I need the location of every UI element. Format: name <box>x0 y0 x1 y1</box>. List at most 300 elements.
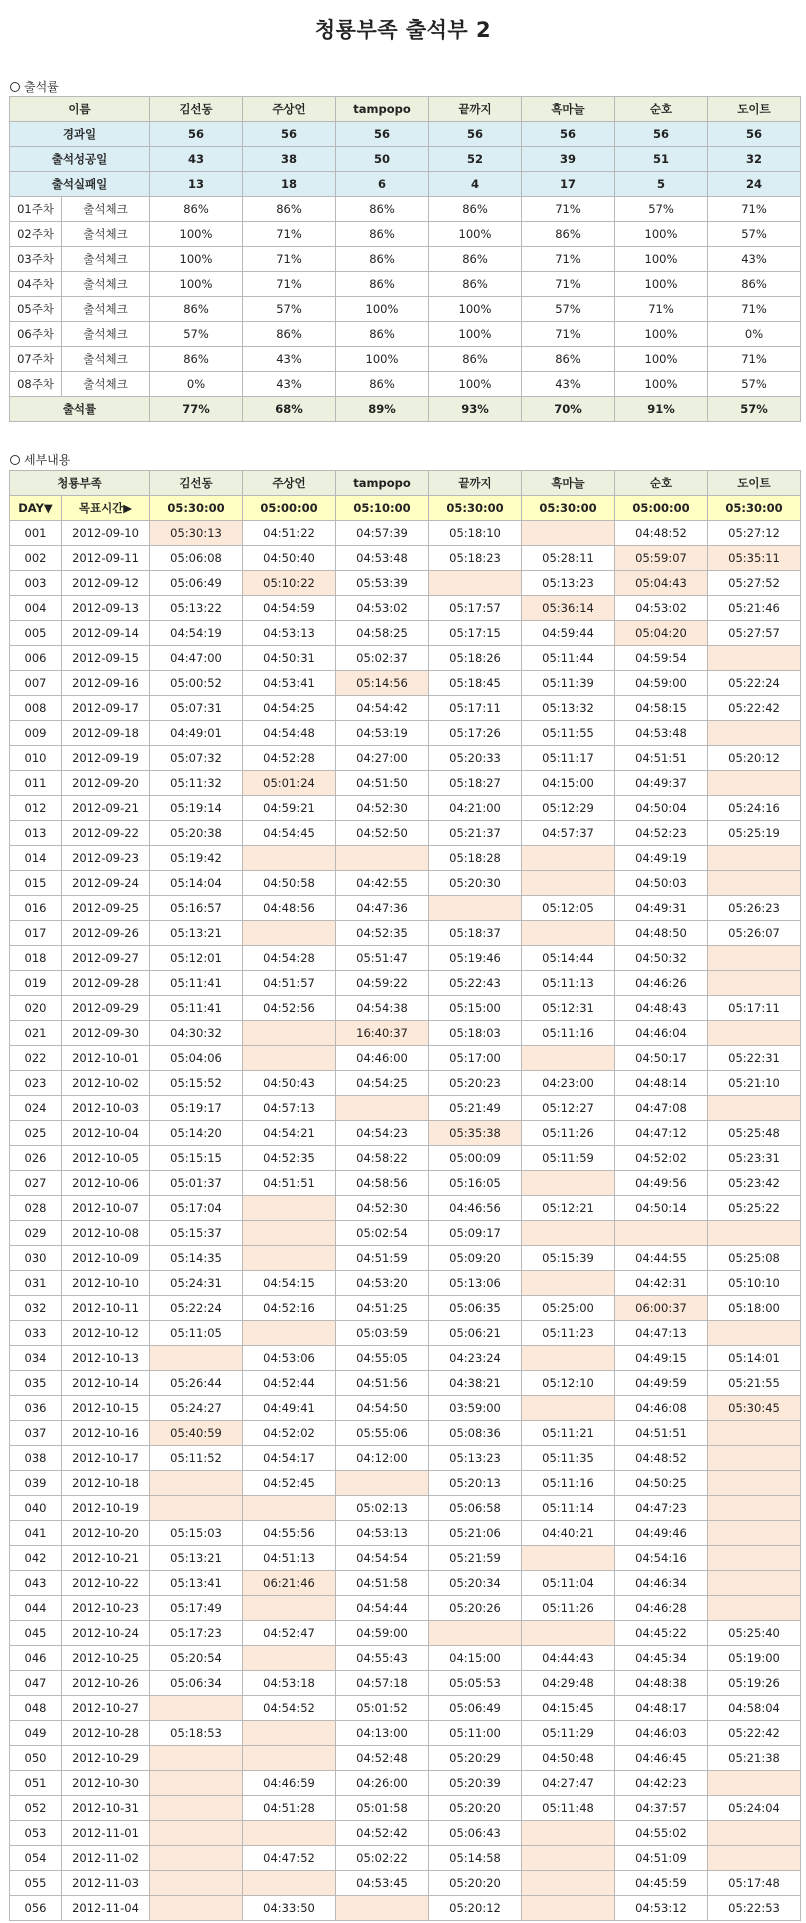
check-in-time: 05:13:06 <box>429 1271 522 1296</box>
stat-label: 출석실패일 <box>10 172 150 197</box>
check-in-time: 04:45:22 <box>615 1621 708 1646</box>
check-in-time: 04:49:37 <box>615 771 708 796</box>
check-in-time: 05:08:36 <box>429 1421 522 1446</box>
check-in-time: 05:11:23 <box>522 1321 615 1346</box>
summary-header-row <box>10 97 801 122</box>
check-in-time: 04:45:34 <box>615 1646 708 1671</box>
week-rate: 86% <box>150 197 243 222</box>
check-in-time: 04:51:50 <box>336 771 429 796</box>
detail-row <box>10 1046 801 1071</box>
day-number: 055 <box>10 1871 62 1896</box>
detail-row <box>10 746 801 771</box>
check-in-time: 05:11:21 <box>522 1421 615 1446</box>
detail-row <box>10 1171 801 1196</box>
date: 2012-10-15 <box>62 1396 150 1421</box>
check-in-time-missed <box>243 1646 336 1671</box>
check-in-time-missed <box>522 521 615 546</box>
check-in-time-missed <box>150 1471 243 1496</box>
check-in-time: 05:11:16 <box>522 1021 615 1046</box>
check-in-time: 05:11:59 <box>522 1146 615 1171</box>
date: 2012-09-23 <box>62 846 150 871</box>
date: 2012-09-16 <box>62 671 150 696</box>
check-in-time: 04:53:06 <box>243 1346 336 1371</box>
check-in-time: 05:17:57 <box>429 596 522 621</box>
check-in-time-missed <box>150 1846 243 1871</box>
check-in-time: 04:59:00 <box>336 1621 429 1646</box>
check-in-time: 05:17:26 <box>429 721 522 746</box>
check-in-time-missed <box>708 771 801 796</box>
check-in-time: 04:48:52 <box>615 521 708 546</box>
day-number: 008 <box>10 696 62 721</box>
day-number: 014 <box>10 846 62 871</box>
date: 2012-09-18 <box>62 721 150 746</box>
week-check-label: 출석체크 <box>62 272 150 297</box>
check-in-time-missed <box>708 1846 801 1871</box>
check-in-time: 04:23:24 <box>429 1346 522 1371</box>
check-in-time: 05:25:19 <box>708 821 801 846</box>
check-in-time: 04:37:57 <box>615 1796 708 1821</box>
check-in-time-missed <box>150 1771 243 1796</box>
check-in-time-missed <box>429 896 522 921</box>
check-in-time: 05:18:23 <box>429 546 522 571</box>
check-in-time: 04:15:00 <box>429 1646 522 1671</box>
day-number: 037 <box>10 1421 62 1446</box>
week-rate: 57% <box>615 197 708 222</box>
detail-row <box>10 1021 801 1046</box>
member-name-header: 김선동 <box>150 97 243 122</box>
week-check-label: 출석체크 <box>62 197 150 222</box>
check-in-time-missed <box>243 846 336 871</box>
check-in-time: 04:52:44 <box>243 1371 336 1396</box>
detail-row <box>10 1671 801 1696</box>
check-in-time: 05:55:06 <box>336 1421 429 1446</box>
check-in-time-missed <box>150 1696 243 1721</box>
check-in-time: 04:59:00 <box>615 671 708 696</box>
check-in-time: 05:25:00 <box>522 1296 615 1321</box>
check-in-time: 05:13:23 <box>429 1446 522 1471</box>
date: 2012-10-07 <box>62 1196 150 1221</box>
check-in-time-missed <box>708 1321 801 1346</box>
stat-value: 6 <box>336 172 429 197</box>
check-in-time: 04:29:48 <box>522 1671 615 1696</box>
week-rate: 86% <box>336 247 429 272</box>
date: 2012-09-26 <box>62 921 150 946</box>
check-in-time: 05:23:42 <box>708 1171 801 1196</box>
stat-value: 4 <box>429 172 522 197</box>
check-in-time: 05:22:42 <box>708 1721 801 1746</box>
check-in-time-missed <box>150 1796 243 1821</box>
check-in-time: 04:21:00 <box>429 796 522 821</box>
week-rate: 71% <box>522 247 615 272</box>
detail-header-row <box>10 471 801 496</box>
week-rate: 100% <box>615 372 708 397</box>
date: 2012-10-14 <box>62 1371 150 1396</box>
check-in-time: 05:11:17 <box>522 746 615 771</box>
attendance-rate: 70% <box>522 397 615 422</box>
check-in-time-missed <box>522 1046 615 1071</box>
day-number: 045 <box>10 1621 62 1646</box>
check-in-time: 05:22:31 <box>708 1046 801 1071</box>
check-in-time: 04:52:28 <box>243 746 336 771</box>
check-in-time: 04:44:55 <box>615 1246 708 1271</box>
check-in-time: 04:52:48 <box>336 1746 429 1771</box>
check-in-time: 04:46:03 <box>615 1721 708 1746</box>
check-in-time: 05:19:26 <box>708 1671 801 1696</box>
check-in-time: 04:30:32 <box>150 1021 243 1046</box>
detail-row <box>10 1621 801 1646</box>
detail-row <box>10 646 801 671</box>
check-in-time: 05:16:05 <box>429 1171 522 1196</box>
date: 2012-10-22 <box>62 1571 150 1596</box>
check-in-time: 04:52:35 <box>243 1146 336 1171</box>
section-details-label: 세부내용 <box>24 453 71 467</box>
day-number: 034 <box>10 1346 62 1371</box>
check-in-time: 04:50:48 <box>522 1746 615 1771</box>
day-number: 040 <box>10 1496 62 1521</box>
week-rate: 86% <box>243 197 336 222</box>
check-in-time: 04:48:52 <box>615 1446 708 1471</box>
day-number: 005 <box>10 621 62 646</box>
check-in-time: 04:42:23 <box>615 1771 708 1796</box>
detail-row <box>10 1096 801 1121</box>
check-in-time: 04:51:22 <box>243 521 336 546</box>
stat-value: 56 <box>336 122 429 147</box>
week-rate: 71% <box>522 272 615 297</box>
stat-value: 52 <box>429 147 522 172</box>
check-in-time: 04:50:17 <box>615 1046 708 1071</box>
check-in-time: 04:48:56 <box>243 896 336 921</box>
day-number: 007 <box>10 671 62 696</box>
check-in-time: 05:06:34 <box>150 1671 243 1696</box>
check-in-time: 05:24:16 <box>708 796 801 821</box>
day-number: 053 <box>10 1821 62 1846</box>
date: 2012-09-30 <box>62 1021 150 1046</box>
day-number: 042 <box>10 1546 62 1571</box>
check-in-time: 05:06:49 <box>150 571 243 596</box>
check-in-time: 05:17:15 <box>429 621 522 646</box>
check-in-time: 04:49:46 <box>615 1521 708 1546</box>
check-in-time-missed <box>243 1746 336 1771</box>
check-in-time: 05:22:24 <box>708 671 801 696</box>
check-in-time-missed <box>243 1871 336 1896</box>
day-number: 029 <box>10 1221 62 1246</box>
detail-row <box>10 621 801 646</box>
stat-label: 경과일 <box>10 122 150 147</box>
week-rate: 100% <box>615 222 708 247</box>
week-check-label: 출석체크 <box>62 247 150 272</box>
week-rate: 71% <box>522 322 615 347</box>
week-rate: 100% <box>429 297 522 322</box>
check-in-time: 04:48:38 <box>615 1671 708 1696</box>
check-in-time: 05:11:05 <box>150 1321 243 1346</box>
check-in-time: 05:19:00 <box>708 1646 801 1671</box>
stat-value: 56 <box>150 122 243 147</box>
check-in-time: 04:47:13 <box>615 1321 708 1346</box>
week-rate: 86% <box>522 347 615 372</box>
check-in-time-missed <box>708 1521 801 1546</box>
stat-value: 56 <box>522 122 615 147</box>
check-in-time-missed <box>708 646 801 671</box>
check-in-time-missed: 05:59:07 <box>615 546 708 571</box>
date: 2012-09-27 <box>62 946 150 971</box>
detail-row <box>10 1571 801 1596</box>
detail-row <box>10 796 801 821</box>
day-number: 021 <box>10 1021 62 1046</box>
check-in-time: 04:50:31 <box>243 646 336 671</box>
check-in-time: 04:55:05 <box>336 1346 429 1371</box>
check-in-time: 05:11:35 <box>522 1446 615 1471</box>
check-in-time: 04:51:28 <box>243 1796 336 1821</box>
check-in-time: 05:09:17 <box>429 1221 522 1246</box>
check-in-time: 04:46:28 <box>615 1596 708 1621</box>
detail-row <box>10 1496 801 1521</box>
member-name-header: 김선동 <box>150 471 243 496</box>
check-in-time-missed: 06:21:46 <box>243 1571 336 1596</box>
detail-row <box>10 1446 801 1471</box>
check-in-time: 04:50:14 <box>615 1196 708 1221</box>
check-in-time-missed <box>243 1596 336 1621</box>
day-number: 046 <box>10 1646 62 1671</box>
check-in-time: 04:42:55 <box>336 871 429 896</box>
check-in-time: 04:53:20 <box>336 1271 429 1296</box>
check-in-time: 04:49:31 <box>615 896 708 921</box>
date: 2012-10-12 <box>62 1321 150 1346</box>
check-in-time: 04:53:02 <box>336 596 429 621</box>
check-in-time: 04:52:56 <box>243 996 336 1021</box>
check-in-time-missed <box>522 1271 615 1296</box>
member-name-header: tampopo <box>336 471 429 496</box>
check-in-time: 04:54:54 <box>336 1546 429 1571</box>
check-in-time: 05:21:46 <box>708 596 801 621</box>
check-in-time-missed <box>708 1496 801 1521</box>
check-in-time: 04:58:25 <box>336 621 429 646</box>
check-in-time: 05:17:48 <box>708 1871 801 1896</box>
check-in-time: 04:53:18 <box>243 1671 336 1696</box>
check-in-time: 04:53:13 <box>243 621 336 646</box>
detail-row <box>10 921 801 946</box>
day-number: 052 <box>10 1796 62 1821</box>
detail-row <box>10 1196 801 1221</box>
check-in-time: 04:50:04 <box>615 796 708 821</box>
stat-value: 56 <box>708 122 801 147</box>
check-in-time: 04:33:50 <box>243 1896 336 1921</box>
check-in-time: 05:19:17 <box>150 1096 243 1121</box>
check-in-time-missed <box>708 871 801 896</box>
check-in-time: 04:50:43 <box>243 1071 336 1096</box>
check-in-time: 04:55:56 <box>243 1521 336 1546</box>
target-time: 05:30:00 <box>429 496 522 521</box>
week-rate: 86% <box>336 272 429 297</box>
section-attendance-rate-label: 출석률 <box>24 80 59 94</box>
date: 2012-09-22 <box>62 821 150 846</box>
date: 2012-10-09 <box>62 1246 150 1271</box>
day-number: 006 <box>10 646 62 671</box>
stat-value: 38 <box>243 147 336 172</box>
check-in-time: 05:25:40 <box>708 1621 801 1646</box>
check-in-time-missed <box>522 1346 615 1371</box>
stat-value: 39 <box>522 147 615 172</box>
check-in-time-missed <box>708 1221 801 1246</box>
stat-value: 50 <box>336 147 429 172</box>
check-in-time-missed <box>522 846 615 871</box>
detail-row <box>10 1346 801 1371</box>
detail-row <box>10 1471 801 1496</box>
check-in-time: 05:13:22 <box>150 596 243 621</box>
check-in-time-missed <box>336 846 429 871</box>
date: 2012-10-13 <box>62 1346 150 1371</box>
week-row <box>10 247 801 272</box>
check-in-time-missed <box>522 1871 615 1896</box>
check-in-time-missed <box>150 1346 243 1371</box>
week-rate: 57% <box>708 222 801 247</box>
check-in-time: 04:47:23 <box>615 1496 708 1521</box>
week-check-label: 출석체크 <box>62 347 150 372</box>
check-in-time: 05:21:10 <box>708 1071 801 1096</box>
check-in-time: 04:54:25 <box>243 696 336 721</box>
day-number: 041 <box>10 1521 62 1546</box>
check-in-time: 04:49:56 <box>615 1171 708 1196</box>
week-rate: 0% <box>150 372 243 397</box>
rate-label: 출석률 <box>10 397 150 422</box>
member-name-header: 끝까지 <box>429 471 522 496</box>
check-in-time: 05:11:00 <box>429 1721 522 1746</box>
check-in-time: 04:52:23 <box>615 821 708 846</box>
check-in-time: 04:53:48 <box>615 721 708 746</box>
check-in-time: 05:20:38 <box>150 821 243 846</box>
check-in-time: 04:48:14 <box>615 1071 708 1096</box>
attendance-rate: 91% <box>615 397 708 422</box>
week-rate: 43% <box>243 347 336 372</box>
detail-row <box>10 1296 801 1321</box>
check-in-time: 04:52:02 <box>243 1421 336 1446</box>
detail-row <box>10 771 801 796</box>
week-rate: 100% <box>429 322 522 347</box>
date: 2012-10-28 <box>62 1721 150 1746</box>
check-in-time: 05:21:49 <box>429 1096 522 1121</box>
check-in-time: 04:53:48 <box>336 546 429 571</box>
week-rate: 86% <box>429 197 522 222</box>
check-in-time: 05:12:01 <box>150 946 243 971</box>
check-in-time: 05:22:53 <box>708 1896 801 1921</box>
check-in-time: 04:52:47 <box>243 1621 336 1646</box>
check-in-time: 05:27:12 <box>708 521 801 546</box>
check-in-time: 05:17:11 <box>429 696 522 721</box>
check-in-time: 05:18:10 <box>429 521 522 546</box>
tribe-header: 청룡부족 <box>10 471 150 496</box>
detail-row <box>10 1721 801 1746</box>
check-in-time: 04:55:43 <box>336 1646 429 1671</box>
check-in-time: 04:52:30 <box>336 1196 429 1221</box>
day-number: 023 <box>10 1071 62 1096</box>
detail-row <box>10 1796 801 1821</box>
detail-row <box>10 1746 801 1771</box>
check-in-time: 04:51:09 <box>615 1846 708 1871</box>
detail-row <box>10 521 801 546</box>
check-in-time-missed <box>522 871 615 896</box>
check-in-time: 04:27:47 <box>522 1771 615 1796</box>
week-rate: 86% <box>243 322 336 347</box>
check-in-time: 04:46:08 <box>615 1396 708 1421</box>
check-in-time: 05:04:06 <box>150 1046 243 1071</box>
week-rate: 86% <box>429 272 522 297</box>
check-in-time: 04:50:03 <box>615 871 708 896</box>
week-rate: 86% <box>522 222 615 247</box>
check-in-time: 04:58:56 <box>336 1171 429 1196</box>
check-in-time-missed <box>243 1196 336 1221</box>
detail-row <box>10 1896 801 1921</box>
section-details <box>10 451 70 468</box>
check-in-time: 05:13:32 <box>522 696 615 721</box>
check-in-time: 04:46:45 <box>615 1746 708 1771</box>
check-in-time: 04:47:08 <box>615 1096 708 1121</box>
detail-row <box>10 1146 801 1171</box>
check-in-time-missed: 05:04:43 <box>615 571 708 596</box>
day-number: 043 <box>10 1571 62 1596</box>
check-in-time: 04:57:37 <box>522 821 615 846</box>
check-in-time-missed <box>708 846 801 871</box>
week-check-label: 출석체크 <box>62 372 150 397</box>
week-rate: 57% <box>708 372 801 397</box>
week-rate: 86% <box>336 197 429 222</box>
check-in-time: 05:11:14 <box>522 1496 615 1521</box>
check-in-time: 04:51:51 <box>615 1421 708 1446</box>
check-in-time: 04:54:19 <box>150 621 243 646</box>
date: 2012-10-18 <box>62 1471 150 1496</box>
stat-value: 32 <box>708 147 801 172</box>
check-in-time: 05:19:14 <box>150 796 243 821</box>
stat-value: 5 <box>615 172 708 197</box>
check-in-time: 05:12:27 <box>522 1096 615 1121</box>
check-in-time-missed <box>708 1821 801 1846</box>
week-row <box>10 197 801 222</box>
check-in-time: 05:06:21 <box>429 1321 522 1346</box>
check-in-time-missed: 05:10:22 <box>243 571 336 596</box>
check-in-time: 04:13:00 <box>336 1721 429 1746</box>
check-in-time: 04:54:59 <box>243 596 336 621</box>
check-in-time: 04:54:50 <box>336 1396 429 1421</box>
check-in-time: 05:13:23 <box>522 571 615 596</box>
check-in-time: 05:18:26 <box>429 646 522 671</box>
week-label: 02주차 <box>10 222 62 247</box>
check-in-time: 04:48:43 <box>615 996 708 1021</box>
check-in-time-missed <box>708 721 801 746</box>
member-name-header: 흑마늘 <box>522 97 615 122</box>
check-in-time: 04:57:13 <box>243 1096 336 1121</box>
check-in-time-missed: 05:35:38 <box>429 1121 522 1146</box>
check-in-time: 05:26:07 <box>708 921 801 946</box>
check-in-time: 05:12:10 <box>522 1371 615 1396</box>
week-rate: 86% <box>429 347 522 372</box>
check-in-time: 05:13:41 <box>150 1571 243 1596</box>
detail-row <box>10 1821 801 1846</box>
stat-value: 17 <box>522 172 615 197</box>
check-in-time-missed <box>336 1096 429 1121</box>
check-in-time-missed <box>336 1896 429 1921</box>
check-in-time-missed <box>150 1821 243 1846</box>
week-row <box>10 297 801 322</box>
check-in-time: 04:54:21 <box>243 1121 336 1146</box>
day-number: 050 <box>10 1746 62 1771</box>
target-time-row <box>10 496 801 521</box>
week-row <box>10 322 801 347</box>
check-in-time: 05:20:34 <box>429 1571 522 1596</box>
check-in-time: 05:20:30 <box>429 871 522 896</box>
day-number: 013 <box>10 821 62 846</box>
stat-value: 56 <box>243 122 336 147</box>
check-in-time: 04:53:41 <box>243 671 336 696</box>
stat-value: 56 <box>615 122 708 147</box>
member-name-header: 도이트 <box>708 97 801 122</box>
